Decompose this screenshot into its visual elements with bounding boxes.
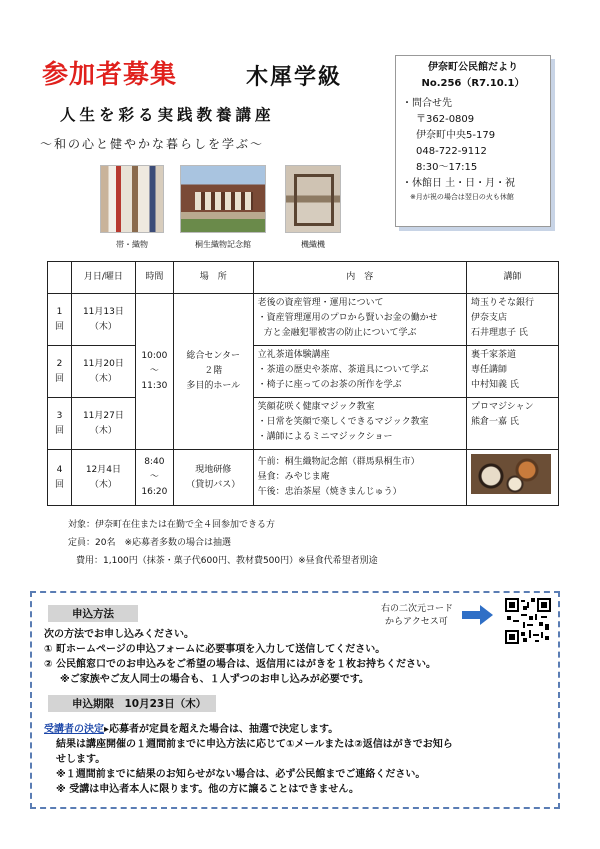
closed-days: ・休館日 土・日・月・祝 bbox=[402, 178, 516, 189]
table-row bbox=[48, 398, 559, 450]
session-content: 立礼茶道体験講座 ・茶道の歴史や茶席、茶道具について学ぶ ・椅子に座ってのお茶の所作を学ぶ bbox=[253, 346, 466, 398]
session-time: 10:00 ～ 11:30 bbox=[135, 294, 173, 450]
address: 伊奈町中央5-179 bbox=[416, 130, 496, 141]
session-content: 午前：桐生織物記念館（群馬県桐生市） 昼食：みやじま庵 午後：忠治茶屋（焼きまんじゅう） bbox=[253, 450, 466, 506]
photo-obi-textiles bbox=[100, 165, 164, 233]
decision-label: 受講者の決定 bbox=[44, 724, 104, 735]
session-teacher: 埼玉りそな銀行 伊奈支店 石井理恵子 氏 bbox=[466, 294, 558, 346]
session-teacher: プロマジシャン 熊倉一嘉 氏 bbox=[466, 398, 558, 450]
photo-kiryu-museum bbox=[180, 165, 266, 233]
table-row bbox=[48, 294, 559, 346]
arrow-right-icon bbox=[462, 604, 494, 626]
info-box bbox=[395, 55, 551, 227]
session-time: 8:40 ～ 16:20 bbox=[135, 450, 173, 506]
capacity-line: 定員：20名 ※応募者多数の場合は抽選 bbox=[68, 538, 231, 548]
header-cell: 内 容 bbox=[253, 262, 466, 294]
apply-option-2: ② 公民館窓口でのお申込みをご希望の場合は、返信用にはがきを１枚お持ちください。 bbox=[44, 659, 436, 670]
session-number: 3 回 bbox=[48, 398, 72, 450]
class-name: 木犀学級 bbox=[246, 65, 343, 90]
note-1: ※１週間前までに結果のお知らせがない場合は、必ず公民館までご連絡ください。 bbox=[56, 769, 426, 780]
hours: 8:30～17:15 bbox=[416, 162, 478, 173]
method-label: 申込方法 bbox=[48, 605, 138, 622]
course-subtitle: 人生を彩る実践教養講座 bbox=[60, 106, 275, 124]
qr-code[interactable] bbox=[505, 598, 551, 644]
schedule-table bbox=[47, 261, 559, 506]
apply-option-1: ① 町ホームページの申込フォームに必要事項を入力して送信してください。 bbox=[44, 644, 386, 655]
session-number: 4 回 bbox=[48, 450, 72, 506]
fee-line: 費用：1,100円（抹茶・菓子代600円、教材費500円）※昼食代希望者別途 bbox=[76, 556, 378, 566]
session-place: 現地研修 （貸切バス） bbox=[173, 450, 253, 506]
header-cell bbox=[48, 262, 72, 294]
photo-food bbox=[466, 450, 558, 506]
caption-loom: 機織機 bbox=[301, 240, 325, 249]
session-content: 笑顔花咲く健康マジック教室 ・日常を笑顔で楽しくできるマジック教室 ・講師によるミニマジックショー bbox=[253, 398, 466, 450]
session-date: 11月13日 （木） bbox=[71, 294, 135, 346]
header-cell: 場 所 bbox=[173, 262, 253, 294]
apply-intro: 次の方法でお申し込みください。 bbox=[44, 629, 194, 640]
result-line-2: せします。 bbox=[56, 754, 106, 765]
result-line-1: 結果は講座開催の１週間前までに申込方法に応じて①メールまたは②返信はがきでお知ら bbox=[56, 739, 453, 750]
session-teacher: 裏千家茶道 専任講師 中村知義 氏 bbox=[466, 346, 558, 398]
session-date: 11月27日 （木） bbox=[71, 398, 135, 450]
headline-recruit: 参加者募集 bbox=[42, 60, 178, 90]
decision-line: 受講者の決定▸応募者が定員を超えた場合は、抽選で決定します。 bbox=[44, 724, 339, 735]
header-cell: 講師 bbox=[466, 262, 558, 294]
table-row bbox=[48, 450, 559, 506]
session-number: 1 回 bbox=[48, 294, 72, 346]
deadline-label: 申込期限 10月23日（木） bbox=[48, 695, 216, 712]
note-2: ※ 受講は申込者本人に限ります。他の方に譲ることはできません。 bbox=[56, 784, 360, 795]
header-cell: 時間 bbox=[135, 262, 173, 294]
qr-note: 右の二次元コード からアクセス可 bbox=[381, 604, 454, 627]
table-header-row bbox=[48, 262, 559, 294]
caption-museum: 桐生織物記念館 bbox=[195, 240, 251, 249]
apply-option-2-note: ※ご家族やご友人同士の場合も、１人ずつのお申し込みが必要です。 bbox=[60, 674, 369, 685]
contact-label: ・問合せ先 bbox=[402, 98, 452, 109]
phone: 048-722-9112 bbox=[416, 146, 487, 157]
header-cell: 月日/曜日 bbox=[71, 262, 135, 294]
session-number: 2 回 bbox=[48, 346, 72, 398]
photo-loom bbox=[285, 165, 341, 233]
session-date: 12月4日 （木） bbox=[71, 450, 135, 506]
table-row bbox=[48, 346, 559, 398]
course-tagline: ～和の心と健やかな暮らしを学ぶ～ bbox=[40, 137, 265, 151]
target-line: 対象：伊奈町在住または在勤で全４回参加できる方 bbox=[68, 520, 276, 530]
session-place: 総合センター ２階 多目的ホール bbox=[173, 294, 253, 450]
caption-obi: 帯・織物 bbox=[116, 240, 148, 249]
postal-code: 〒362-0809 bbox=[416, 114, 475, 125]
newsletter-name: 伊奈町公民館だより bbox=[428, 62, 518, 73]
session-date: 11月20日 （木） bbox=[71, 346, 135, 398]
closed-note: ※月が祝の場合は翌日の火も休館 bbox=[410, 193, 514, 201]
issue-number: No.256（R7.10.1） bbox=[421, 78, 525, 89]
session-content: 老後の資産管理・運用について ・資産管理運用のプロから賢いお金の働かせ 方と金融犯罪被害の防止について学ぶ bbox=[253, 294, 466, 346]
